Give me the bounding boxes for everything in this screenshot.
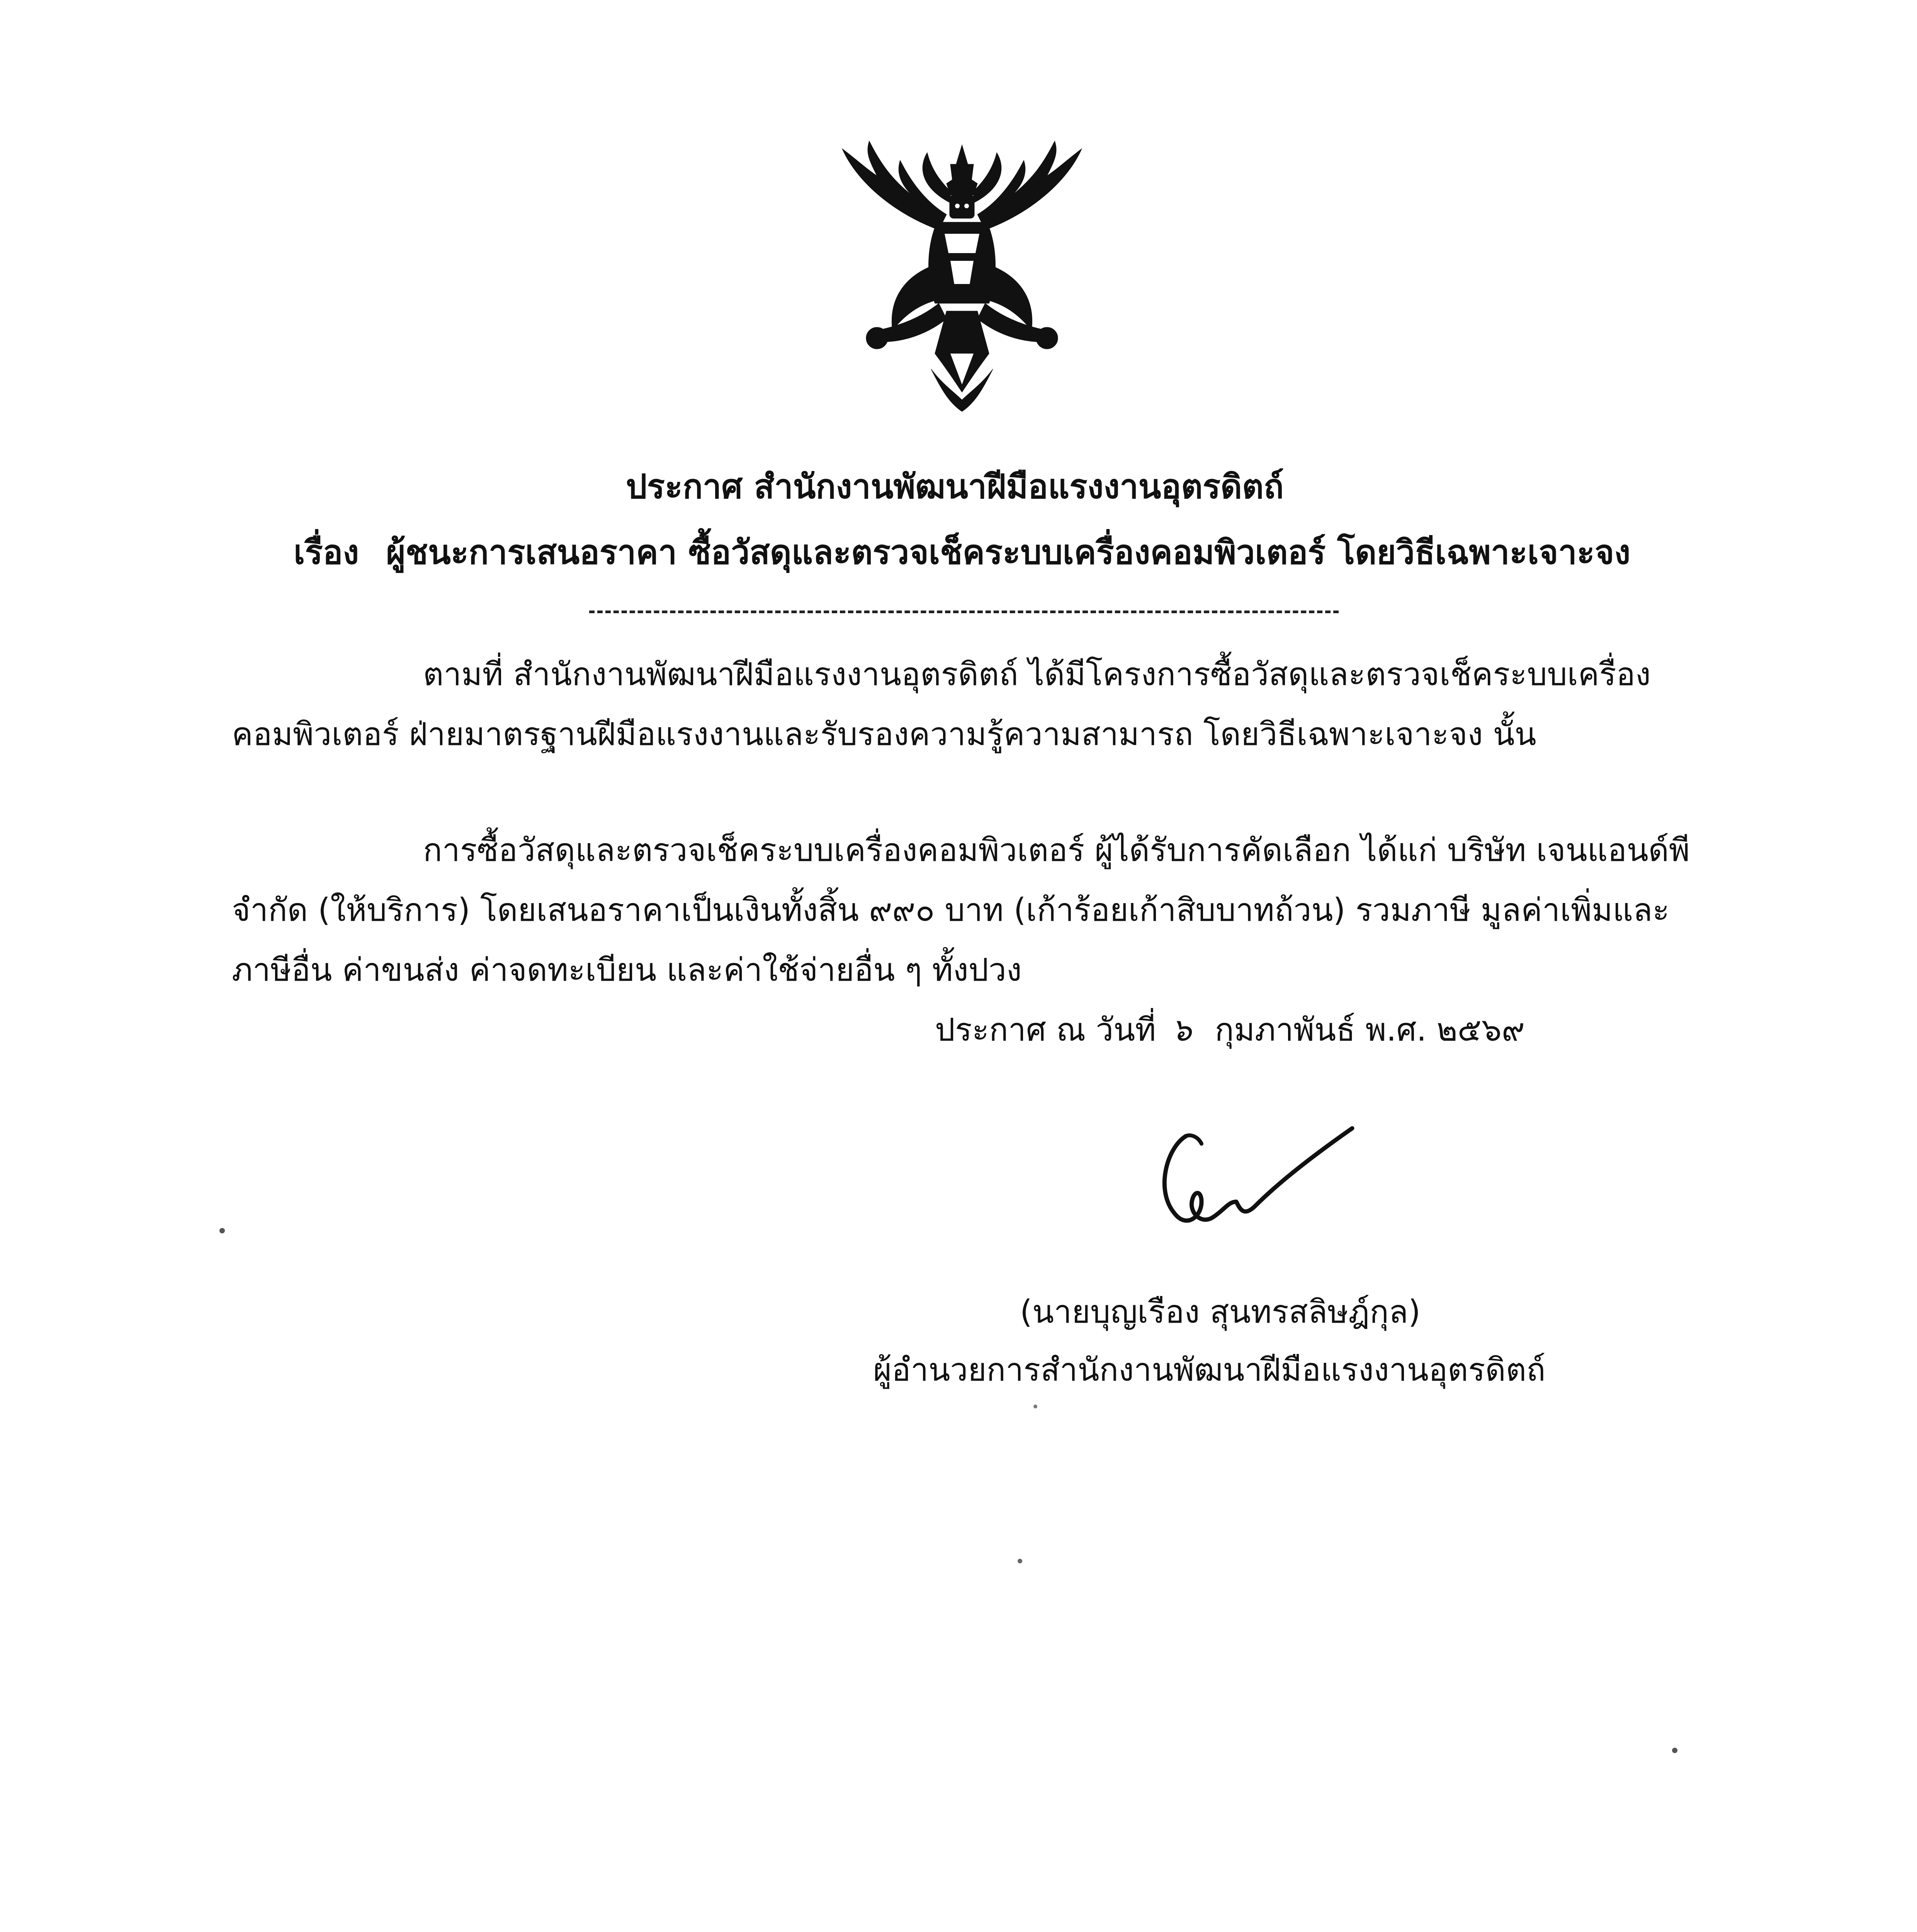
date-day: ๖ [1171, 1012, 1192, 1048]
paragraph-1-line-2: คอมพิวเตอร์ ฝ่ายมาตรฐานฝีมือแรงงานและรับรองความรู้ความสามารถ โดยวิธีเฉพาะเจาะจง นั้น [232, 716, 1536, 753]
date-prefix: ประกาศ ณ วันที่ [935, 1012, 1156, 1048]
announcement-title: ประกาศ สำนักงานพัฒนาฝีมือแรงงานอุตรดิตถ์ [626, 468, 1284, 506]
date-month-year: กุมภาพันธ์ พ.ศ. ๒๕๖๙ [1215, 1012, 1525, 1048]
paragraph-2-line-1: การซื้อวัสดุและตรวจเช็คระบบเครื่องคอมพิวเตอร์ ผู้ได้รับการคัดเลือก ได้แก่ บริษัท เจนแอนด์พี [423, 832, 1690, 869]
subject-label: เรื่อง [294, 533, 359, 572]
signer-position: ผู้อำนวยการสำนักงานพัฒนาฝีมือแรงงานอุตรดิตถ์ [873, 1352, 1546, 1388]
paragraph-2-line-3: ภาษีอื่น ค่าขนส่ง ค่าจดทะเบียน และค่าใช้จ่ายอื่น ๆ ทั้งปวง [232, 952, 1022, 988]
subject-text: ผู้ชนะการเสนอราคา ซื้อวัสดุและตรวจเช็คระบบเครื่องคอมพิวเตอร์ โดยวิธีเฉพาะเจาะจง [386, 533, 1631, 572]
signer-name: (นายบุญเรือง สุนทรสลิษฎ์กุล) [1020, 1294, 1421, 1330]
paragraph-1-line-1: ตามที่ สำนักงานพัฒนาฝีมือแรงงานอุตรดิตถ์ ได้มีโครงการซื้อวัสดุและตรวจเช็คระบบเครื่อง [423, 656, 1651, 693]
paragraph-2-line-2: จำกัด (ให้บริการ) โดยเสนอราคาเป็นเงินทั้งสิ้น ๙๙๐ บาท (เก้าร้อยเก้าสิบบาทถ้วน) รวมภาษี มูลค่าเพิ่มและ [232, 892, 1670, 929]
